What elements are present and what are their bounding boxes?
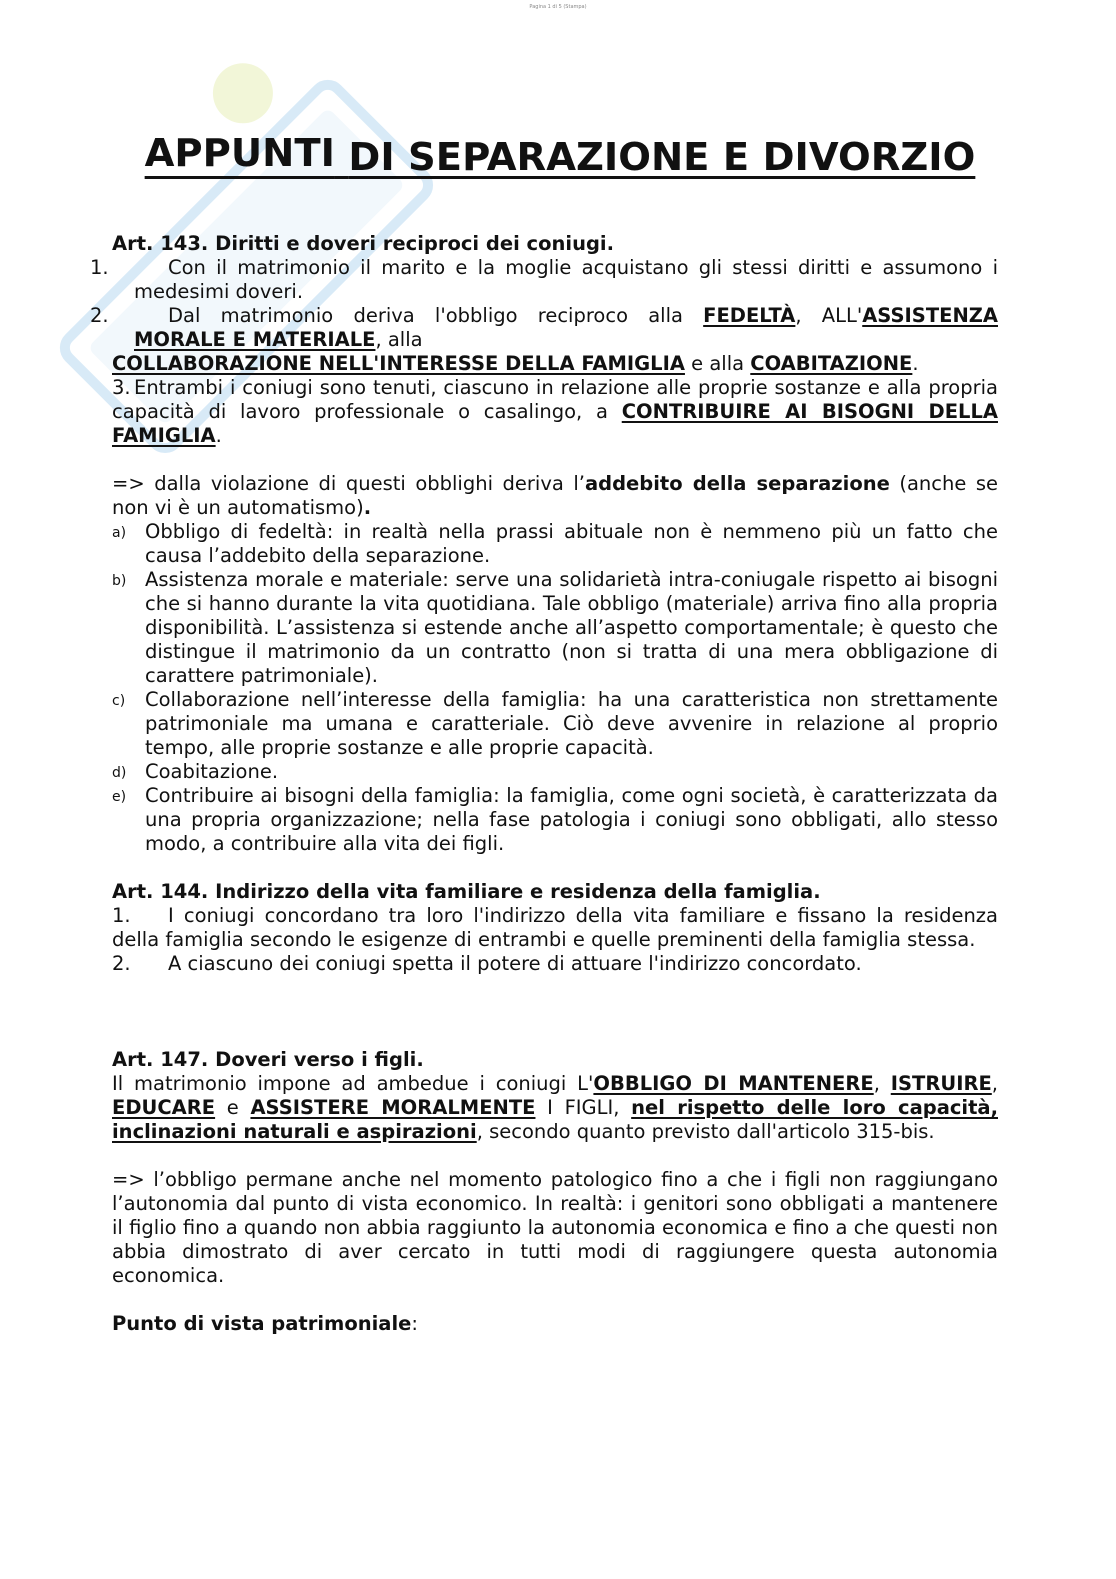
art144-item-1: 1. I coniugi concordano tra loro l'indirizzo della vita familiare e fissano la residenza della famiglia secondo le esigenze di entrambi e quelle preminenti della famiglia stessa. — [112, 904, 998, 951]
title-part-2: DI SEPARAZIONE E DIVORZIO — [348, 135, 976, 180]
art143-item-3: 3. Entrambi i coniugi sono tenuti, ciascuno in relazione alle proprie sostanze e alla propria capacità di lavoro professionale o casalingo, a CONTRIBUIRE AI BISOGNI DELLA FAMIGLIA. — [112, 376, 998, 447]
art143-item-2-number: 2. — [90, 304, 109, 327]
coabitazione-term: COABITAZIONE — [750, 352, 913, 375]
collaborazione-term: COLLABORAZIONE NELL'INTERESSE DELLA FAMIGLIA — [112, 352, 685, 375]
contribuire-term: CONTRIBUIRE AI BISOGNI DELLA FAMIGLIA — [112, 400, 998, 447]
art143-item-3-number: 3. — [112, 376, 131, 399]
art143-title: Art. 143. Diritti e doveri reciproci dei coniugi. — [112, 232, 615, 255]
art143-item-1: 1. Con il matrimonio il marito e la moglie acquistano gli stessi diritti e assumono i medesimi doveri. — [90, 256, 998, 303]
art143-note: => dalla violazione di questi obblighi deriva l’addebito della separazione (anche se non vi è un automatismo). — [112, 472, 999, 519]
art143-item-2: 2. Dal matrimonio deriva l'obbligo reciproco alla FEDELTÀ, ALL'ASSISTENZA MORALE E MATERIALE, alla COLLABORAZIONE NELL'INTERESSE DELLA FAMIGLIA e alla COABITAZIONE. — [90, 304, 998, 375]
list-item: e) Contribuire ai bisogni della famiglia: la famiglia, come ogni società, è caratterizzata da una propria organizzazione; nella fase patologia i coniugi sono obbligati, allo stesso modo, a contribuire alla vita dei figli. — [112, 784, 998, 855]
art143-item-1-number: 1. — [90, 256, 109, 279]
art144-item-2-number: 2. — [112, 952, 131, 975]
assistenza-term: ASSISTENZA MORALE E MATERIALE — [134, 304, 998, 351]
fedelta-term: FEDELTÀ — [703, 304, 796, 327]
duties-list — [112, 520, 998, 856]
section-subtitle: Punto di vista patrimoniale: — [112, 1312, 418, 1335]
art144-item-2: 2. A ciascuno dei coniugi spetta il potere di attuare l'indirizzo concordato. — [112, 952, 862, 975]
title-part-1: APPUNTI — [144, 131, 335, 176]
list-item: a) Obbligo di fedeltà: in realtà nella prassi abituale non è nemmeno più un fatto che causa l’addebito della separazione. — [112, 520, 998, 567]
art147-title: Art. 147. Doveri verso i figli. — [112, 1048, 424, 1071]
art144-title: Art. 144. Indirizzo della vita familiare e residenza della famiglia. — [112, 880, 821, 903]
art147-note: => l’obbligo permane anche nel momento patologico fino a che i figli non raggiungano l’autonomia dal punto di vista economico. In realtà: i genitori sono obbligati a mantenere il figlio fino a quando non abbia raggiunto la autonomia economica e fino a che questi non abbia dimostrato di aver cercato in tutti modi di raggiungere questa autonomia economica. — [112, 1168, 998, 1287]
art147-paragraph: Il matrimonio impone ad ambedue i coniugi L'OBBLIGO DI MANTENERE, ISTRUIRE, EDUCARE e ASSISTERE MORALMENTE I FIGLI, nel rispetto delle loro capacità, inclinazioni naturali e aspirazioni, secondo quanto previsto dall'articolo 315-bis. — [112, 1072, 998, 1143]
document-body — [90, 232, 999, 1336]
list-item: b) Assistenza morale e materiale: serve una solidarietà intra-coniugale rispetto ai bisogni che si hanno durante la vita quotidiana. Tale obbligo (materiale) arriva fino alla propria disponibilità. L’assistenza si estende anche all’aspetto comportamentale; è questo che distingue il matrimonio da un contratto (non si tratta di una mera obbligazione di carattere patrimoniale). — [112, 568, 998, 687]
document-title — [118, 132, 1002, 184]
art144-item-1-number: 1. — [112, 904, 131, 927]
list-item: d) Coabitazione. — [112, 760, 279, 783]
page-header-tiny: Pagina 1 di 5 (Stampa) — [529, 4, 587, 10]
list-item: c) Collaborazione nell’interesse della famiglia: ha una caratteristica non strettamente patrimoniale ma umana e caratteriale. Ciò deve avvenire in relazione al proprio tempo, alle proprie sostanze e alle proprie capacità. — [112, 688, 998, 759]
